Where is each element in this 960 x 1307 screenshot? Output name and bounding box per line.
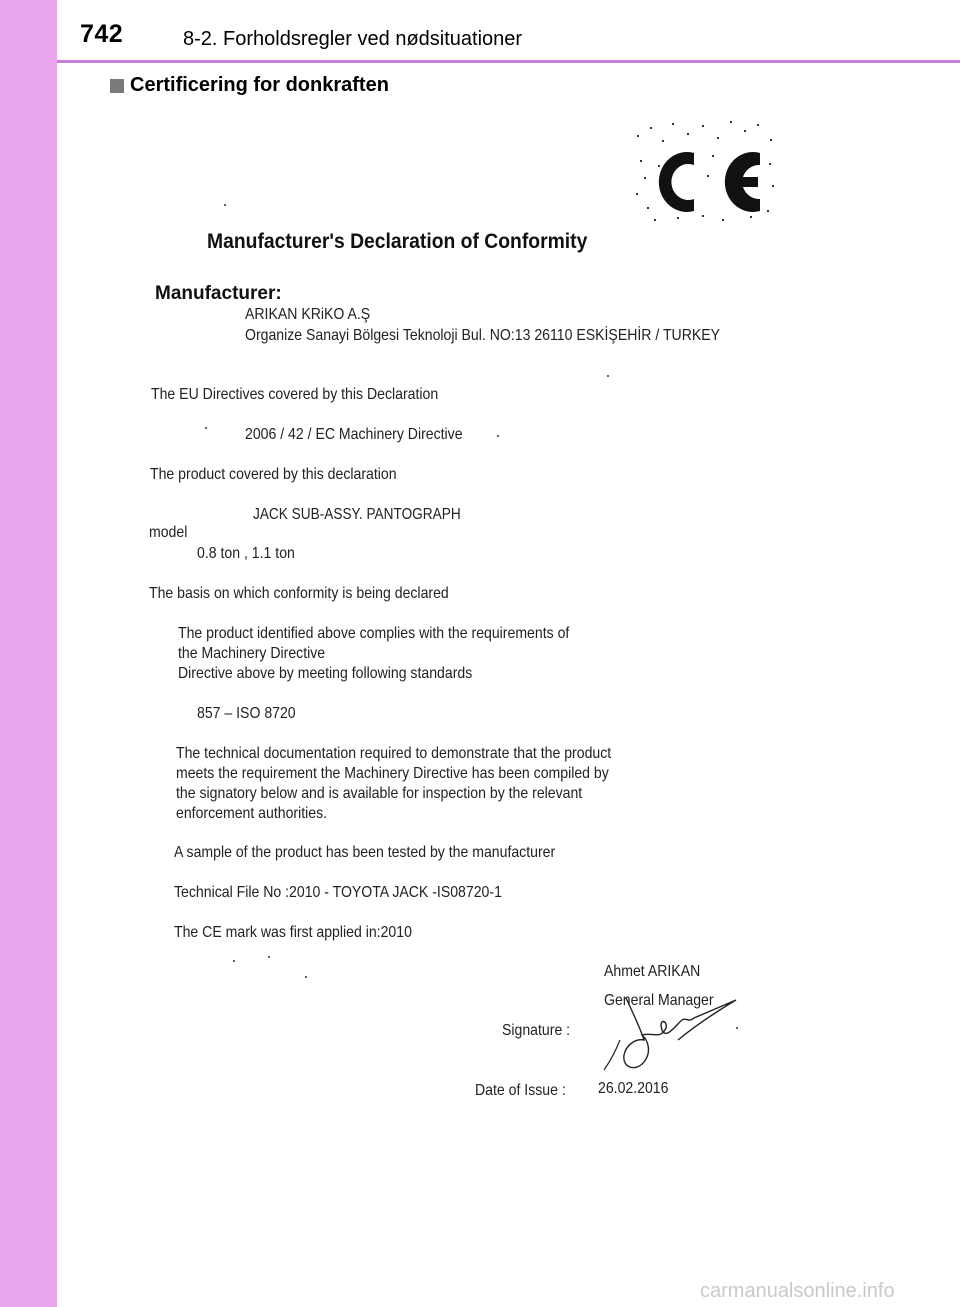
handwritten-signature	[596, 990, 741, 1085]
standard-value: 857 – ISO 8720	[197, 705, 296, 722]
manufacturer-label: Manufacturer:	[155, 283, 282, 304]
scan-speck	[268, 956, 270, 958]
product-value: JACK SUB-ASSY. PANTOGRAPH	[253, 506, 461, 523]
watermark-text: carmanualsonline.info	[700, 1280, 895, 1302]
scan-speck	[233, 960, 235, 962]
tech-doc-line-2: meets the requirement the Machinery Directive has been compiled by	[176, 765, 609, 782]
square-bullet-icon	[110, 79, 124, 93]
section-heading	[110, 74, 389, 97]
signatory-name: Ahmet ARIKAN	[604, 963, 701, 980]
tech-doc-line-4: enforcement authorities.	[176, 805, 328, 822]
basis-line-3: Directive above by meeting following standards	[178, 665, 473, 682]
basis-line-1: The product identified above complies with the requirements of	[178, 625, 570, 642]
date-value: 26.02.2016	[598, 1080, 669, 1097]
scan-speck	[205, 427, 207, 429]
sample-line: A sample of the product has been tested by the manufacturer	[174, 844, 556, 861]
signature-label: Signature :	[502, 1022, 571, 1039]
directives-label: The EU Directives covered by this Declaration	[151, 386, 439, 403]
scan-speck	[607, 375, 609, 377]
signatory-title: General Manager	[604, 992, 714, 1009]
manufacturer-name: ARIKAN KRiKO A.Ş	[245, 306, 371, 323]
left-margin-bar	[0, 0, 57, 1307]
tech-doc-line-1: The technical documentation required to demonstrate that the product	[176, 745, 612, 762]
page-number: 742	[80, 20, 124, 48]
header-rule	[57, 60, 960, 63]
ce-first-applied: The CE mark was first applied in:2010	[174, 924, 412, 941]
basis-line-2: the Machinery Directive	[178, 645, 326, 662]
section-title: 8-2. Forholdsregler ved nødsituationer	[183, 28, 523, 50]
manufacturer-address: Organize Sanayi Bölgesi Teknoloji Bul. NO:13 26110 ESKİŞEHİR / TURKEY	[245, 327, 721, 344]
scan-speck	[305, 976, 307, 978]
tech-doc-line-3: the signatory below and is available for inspection by the relevant	[176, 785, 583, 802]
technical-file: Technical File No :2010 - TOYOTA JACK -IS08720-1	[174, 884, 502, 901]
scan-speck	[736, 1027, 738, 1029]
scan-speck	[497, 435, 499, 437]
basis-label: The basis on which conformity is being declared	[149, 585, 449, 602]
model-value: 0.8 ton , 1.1 ton	[197, 545, 295, 562]
scan-speck	[224, 204, 226, 206]
directive-value: 2006 / 42 / EC Machinery Directive	[245, 426, 463, 443]
date-label: Date of Issue :	[475, 1082, 566, 1099]
section-heading-text: Certificering for donkraften	[130, 74, 389, 96]
model-label: model	[149, 524, 188, 541]
ce-mark-logo	[632, 115, 777, 230]
declaration-title: Manufacturer's Declaration of Conformity	[207, 230, 588, 253]
product-label: The product covered by this declaration	[150, 466, 397, 483]
